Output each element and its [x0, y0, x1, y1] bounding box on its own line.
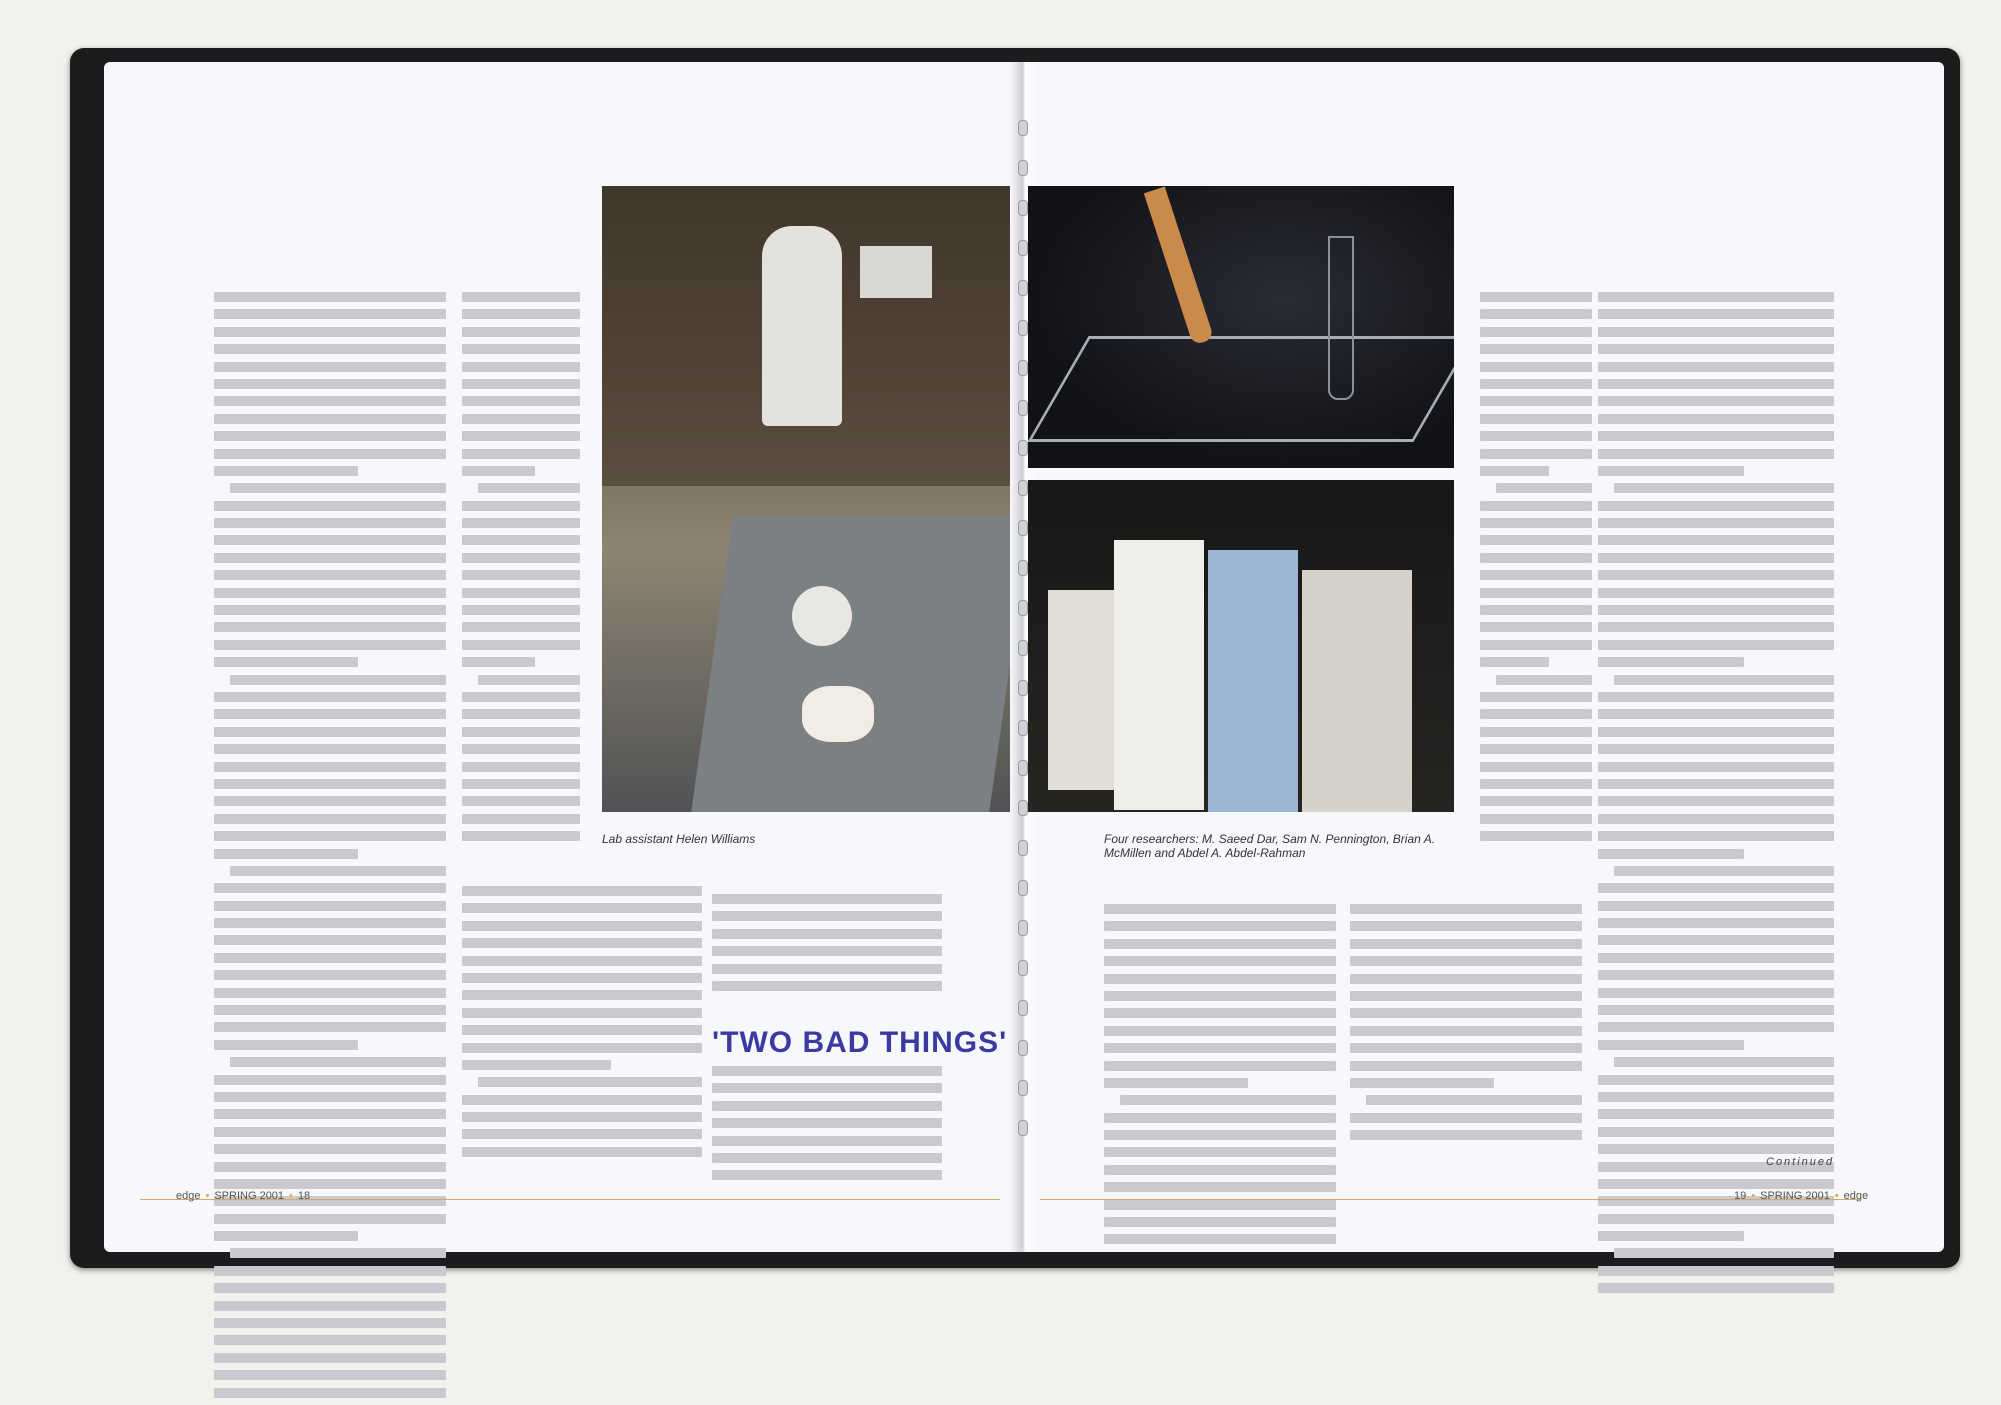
text-line: [1480, 709, 1592, 719]
text-line: [1598, 1144, 1834, 1154]
text-line: [462, 309, 580, 319]
text-line: [1480, 292, 1592, 302]
text-line: [1366, 1095, 1582, 1105]
text-line: [1598, 988, 1834, 998]
text-line: [1104, 939, 1336, 949]
binding-ring: [1018, 840, 1028, 856]
text-line: [1598, 1231, 1744, 1241]
text-line: [1598, 779, 1834, 789]
text-line: [462, 990, 702, 1000]
text-line: [1598, 918, 1834, 928]
text-line: [214, 1301, 446, 1311]
binding-ring: [1018, 1000, 1028, 1016]
text-line: [1598, 814, 1834, 824]
text-line: [1350, 991, 1582, 1001]
text-line: [214, 570, 446, 580]
binding-ring: [1018, 320, 1028, 336]
text-line: [462, 1112, 702, 1122]
text-line: [1104, 1200, 1336, 1210]
text-line: [1598, 744, 1834, 754]
text-line: [230, 675, 446, 685]
text-line: [1350, 904, 1582, 914]
text-line: [214, 796, 446, 806]
binding-ring: [1018, 160, 1028, 176]
text-line: [1104, 1008, 1336, 1018]
text-line: [1104, 921, 1336, 931]
text-line: [1104, 974, 1336, 984]
text-line: [712, 1101, 942, 1111]
text-line: [462, 956, 702, 966]
text-line: [1480, 431, 1592, 441]
text-line: [1598, 1214, 1834, 1224]
text-line: [214, 744, 446, 754]
body-column-2-narrow: [462, 292, 580, 849]
text-line: [462, 1095, 702, 1105]
text-line: [214, 1040, 358, 1050]
text-line: [462, 414, 580, 424]
text-line: [712, 1170, 942, 1180]
text-line: [462, 709, 580, 719]
text-line: [462, 396, 580, 406]
text-line: [214, 466, 358, 476]
text-line: [1598, 1092, 1834, 1102]
text-line: [462, 903, 702, 913]
text-line: [1480, 309, 1592, 319]
text-line: [214, 901, 446, 911]
text-line: [214, 762, 446, 772]
text-line: [1104, 1026, 1336, 1036]
text-line: [1104, 1113, 1336, 1123]
text-line: [1598, 831, 1834, 841]
binding-ring: [1018, 1080, 1028, 1096]
folio-right-season: SPRING 2001: [1760, 1190, 1830, 1202]
text-line: [214, 605, 446, 615]
text-line: [712, 964, 942, 974]
text-line: [214, 588, 446, 598]
text-line: [1480, 570, 1592, 580]
text-line: [462, 727, 580, 737]
text-line: [1480, 396, 1592, 406]
text-line: [214, 501, 446, 511]
text-line: [462, 344, 580, 354]
text-line: [214, 553, 446, 563]
text-line: [1598, 1022, 1834, 1032]
text-line: [462, 886, 702, 896]
text-line: [462, 466, 535, 476]
text-line: [1350, 1113, 1582, 1123]
text-line: [462, 518, 580, 528]
text-line: [712, 1083, 942, 1093]
text-line: [214, 327, 446, 337]
text-line: [1480, 744, 1592, 754]
body-column-3: [712, 894, 942, 998]
text-line: [1598, 709, 1834, 719]
binding-ring: [1018, 880, 1028, 896]
text-line: [214, 1353, 446, 1363]
folio-right: 19 • SPRING 2001 • edge: [1734, 1190, 1869, 1202]
text-line: [1480, 640, 1592, 650]
text-line: [712, 894, 942, 904]
text-line: [462, 622, 580, 632]
folio-right-magazine: edge: [1843, 1190, 1869, 1202]
text-line: [214, 449, 446, 459]
text-line: [1104, 1078, 1248, 1088]
body-column-7: [1350, 904, 1582, 1147]
text-line: [1480, 501, 1592, 511]
text-line: [214, 814, 446, 824]
text-line: [1480, 449, 1592, 459]
text-line: [1598, 901, 1834, 911]
text-line: [462, 449, 580, 459]
text-line: [1598, 414, 1834, 424]
text-line: [462, 779, 580, 789]
text-line: [1480, 518, 1592, 528]
text-line: [712, 911, 942, 921]
body-column-2: [462, 886, 702, 1164]
text-line: [214, 1022, 446, 1032]
text-line: [1598, 396, 1834, 406]
text-line: [1104, 1182, 1336, 1192]
binding-rings: [1018, 120, 1028, 1160]
text-line: [214, 1283, 446, 1293]
text-line: [1496, 483, 1592, 493]
text-line: [214, 1127, 446, 1137]
text-line: [1598, 883, 1834, 893]
text-line: [214, 1370, 446, 1380]
text-line: [214, 918, 446, 928]
text-line: [462, 292, 580, 302]
text-line: [462, 1129, 702, 1139]
text-line: [214, 535, 446, 545]
text-line: [214, 344, 446, 354]
binding-ring: [1018, 1120, 1028, 1136]
text-line: [1598, 692, 1834, 702]
text-line: [1614, 866, 1834, 876]
text-line: [1598, 727, 1834, 737]
text-line: [214, 396, 446, 406]
text-line: [1480, 414, 1592, 424]
text-line: [462, 362, 580, 372]
text-line: [214, 1162, 446, 1172]
text-line: [1598, 518, 1834, 528]
folio-left-season: SPRING 2001: [214, 1190, 285, 1202]
text-line: [1598, 449, 1834, 459]
text-line: [1598, 501, 1834, 511]
folio-left-magazine: edge: [176, 1190, 201, 1202]
text-line: [462, 762, 580, 772]
text-line: [1480, 553, 1592, 563]
text-line: [214, 831, 446, 841]
text-line: [214, 414, 446, 424]
text-line: [1598, 570, 1834, 580]
text-line: [1480, 622, 1592, 632]
section-subhead: 'TWO BAD THINGS': [712, 1026, 1008, 1059]
text-line: [214, 988, 446, 998]
text-line: [1350, 1061, 1582, 1071]
text-line: [1350, 1078, 1494, 1088]
text-line: [214, 935, 446, 945]
text-line: [1598, 1283, 1834, 1293]
text-line: [462, 831, 580, 841]
text-line: [462, 692, 580, 702]
text-line: [712, 946, 942, 956]
text-line: [214, 779, 446, 789]
text-line: [1120, 1095, 1336, 1105]
text-line: [462, 814, 580, 824]
text-line: [230, 1248, 446, 1258]
text-line: [214, 1214, 446, 1224]
text-line: [214, 1388, 446, 1398]
binding-ring: [1018, 560, 1028, 576]
text-line: [1598, 970, 1834, 980]
folio-left: edge • SPRING 2001 • 18: [176, 1190, 311, 1202]
text-line: [1350, 956, 1582, 966]
text-line: [462, 744, 580, 754]
binding-ring: [1018, 480, 1028, 496]
text-line: [214, 1005, 446, 1015]
text-line: [462, 938, 702, 948]
text-line: [1598, 1266, 1834, 1276]
text-line: [462, 796, 580, 806]
text-line: [1598, 849, 1744, 859]
text-line: [1598, 1005, 1834, 1015]
text-line: [1480, 605, 1592, 615]
text-line: [214, 1092, 446, 1102]
text-line: [1598, 640, 1834, 650]
text-line: [1496, 675, 1592, 685]
binding-ring: [1018, 200, 1028, 216]
text-line: [462, 379, 580, 389]
text-line: [1104, 1165, 1336, 1175]
text-line: [1598, 796, 1834, 806]
text-line: [1598, 622, 1834, 632]
text-line: [1480, 466, 1549, 476]
binding-ring: [1018, 960, 1028, 976]
text-line: [1598, 535, 1834, 545]
text-line: [1350, 1130, 1582, 1140]
text-line: [1480, 779, 1592, 789]
binding-ring: [1018, 800, 1028, 816]
text-line: [214, 883, 446, 893]
text-line: [1480, 588, 1592, 598]
text-line: [1480, 535, 1592, 545]
text-line: [214, 431, 446, 441]
text-line: [1104, 991, 1336, 1001]
text-line: [214, 727, 446, 737]
text-line: [1598, 379, 1834, 389]
body-column-5: [1598, 292, 1834, 1301]
text-line: [214, 518, 446, 528]
text-line: [1598, 1040, 1744, 1050]
text-line: [1598, 605, 1834, 615]
text-line: [214, 1179, 446, 1189]
text-line: [1480, 379, 1592, 389]
text-line: [1350, 939, 1582, 949]
text-line: [1598, 1179, 1834, 1189]
lab-photo-caption: Lab assistant Helen Williams: [602, 832, 756, 846]
text-line: [712, 1118, 942, 1128]
text-line: [1598, 344, 1834, 354]
text-line: [462, 1060, 611, 1070]
continued-label: Continued: [1766, 1156, 1835, 1168]
body-column-3-lower: [712, 1066, 942, 1188]
text-line: [1104, 1217, 1336, 1227]
text-line: [1614, 483, 1834, 493]
text-line: [462, 605, 580, 615]
text-line: [1350, 921, 1582, 931]
text-line: [230, 866, 446, 876]
text-line: [1104, 1234, 1336, 1244]
text-line: [1598, 309, 1834, 319]
binding-ring: [1018, 440, 1028, 456]
text-line: [478, 483, 580, 493]
text-line: [1104, 1130, 1336, 1140]
text-line: [712, 929, 942, 939]
text-line: [1598, 1127, 1834, 1137]
text-line: [214, 362, 446, 372]
text-line: [214, 1335, 446, 1345]
text-line: [712, 981, 942, 991]
text-line: [214, 292, 446, 302]
text-line: [478, 675, 580, 685]
text-line: [1614, 1248, 1834, 1258]
text-line: [1104, 1061, 1336, 1071]
body-column-4-narrow: [1480, 292, 1592, 849]
text-line: [1598, 1109, 1834, 1119]
text-line: [462, 1043, 702, 1053]
text-line: [462, 1025, 702, 1035]
binding-ring: [1018, 520, 1028, 536]
text-line: [1598, 466, 1744, 476]
binding-ring: [1018, 920, 1028, 936]
binding-ring: [1018, 1040, 1028, 1056]
text-line: [214, 1318, 446, 1328]
text-line: [1350, 1026, 1582, 1036]
text-line: [1614, 1057, 1834, 1067]
text-line: [214, 309, 446, 319]
folio-left-page: 18: [297, 1190, 311, 1202]
text-line: [1598, 292, 1834, 302]
text-line: [1598, 657, 1744, 667]
text-line: [462, 588, 580, 598]
researchers-photo: [1028, 480, 1454, 812]
text-line: [1480, 344, 1592, 354]
text-line: [1480, 831, 1592, 841]
text-line: [214, 709, 446, 719]
text-line: [214, 970, 446, 980]
binding-ring: [1018, 640, 1028, 656]
text-line: [1480, 657, 1549, 667]
text-line: [1104, 1147, 1336, 1157]
text-line: [712, 1136, 942, 1146]
text-line: [214, 1109, 446, 1119]
text-line: [1480, 762, 1592, 772]
text-line: [462, 921, 702, 931]
text-line: [462, 553, 580, 563]
text-line: [214, 1231, 358, 1241]
lab-photo: [602, 186, 1010, 812]
text-line: [1598, 553, 1834, 563]
text-line: [1480, 327, 1592, 337]
text-line: [214, 953, 446, 963]
text-line: [214, 657, 358, 667]
text-line: [230, 483, 446, 493]
text-line: [214, 692, 446, 702]
text-line: [1104, 956, 1336, 966]
text-line: [214, 1075, 446, 1085]
text-line: [214, 1266, 446, 1276]
text-line: [230, 1057, 446, 1067]
text-line: [214, 379, 446, 389]
binding-ring: [1018, 600, 1028, 616]
text-line: [1104, 904, 1336, 914]
text-line: [1104, 1043, 1336, 1053]
text-line: [462, 327, 580, 337]
text-line: [1614, 675, 1834, 685]
text-line: [712, 1066, 942, 1076]
text-line: [462, 570, 580, 580]
text-line: [1350, 1043, 1582, 1053]
researchers-photo-caption: Four researchers: M. Saeed Dar, Sam N. Pennington, Brian A. McMillen and Abdel A. Abdel-Rahman: [1104, 832, 1436, 860]
text-line: [1350, 974, 1582, 984]
text-line: [462, 1008, 702, 1018]
binding-ring: [1018, 120, 1028, 136]
text-line: [214, 1144, 446, 1154]
text-line: [462, 657, 535, 667]
text-line: [462, 640, 580, 650]
body-column-1: [214, 292, 446, 1405]
text-line: [1598, 1075, 1834, 1085]
text-line: [462, 501, 580, 511]
binding-ring: [1018, 400, 1028, 416]
text-line: [1598, 327, 1834, 337]
text-line: [214, 849, 358, 859]
text-line: [1598, 935, 1834, 945]
text-line: [1480, 727, 1592, 737]
binding-ring: [1018, 760, 1028, 776]
text-line: [214, 640, 446, 650]
text-line: [1598, 362, 1834, 372]
text-line: [1480, 796, 1592, 806]
text-line: [462, 1147, 702, 1157]
folio-right-page: 19: [1734, 1190, 1747, 1202]
text-line: [462, 431, 580, 441]
binding-ring: [1018, 240, 1028, 256]
text-line: [478, 1077, 702, 1087]
text-line: [214, 622, 446, 632]
text-line: [462, 973, 702, 983]
text-line: [462, 535, 580, 545]
text-line: [1350, 1008, 1582, 1018]
text-line: [1480, 362, 1592, 372]
binding-ring: [1018, 720, 1028, 736]
text-line: [1480, 814, 1592, 824]
text-line: [1598, 588, 1834, 598]
binding-ring: [1018, 280, 1028, 296]
binding-ring: [1018, 680, 1028, 696]
text-line: [1480, 692, 1592, 702]
binding-ring: [1018, 360, 1028, 376]
text-line: [1598, 953, 1834, 963]
text-line: [1598, 431, 1834, 441]
text-line: [1598, 762, 1834, 772]
text-line: [712, 1153, 942, 1163]
test-tubes-photo: [1028, 186, 1454, 468]
